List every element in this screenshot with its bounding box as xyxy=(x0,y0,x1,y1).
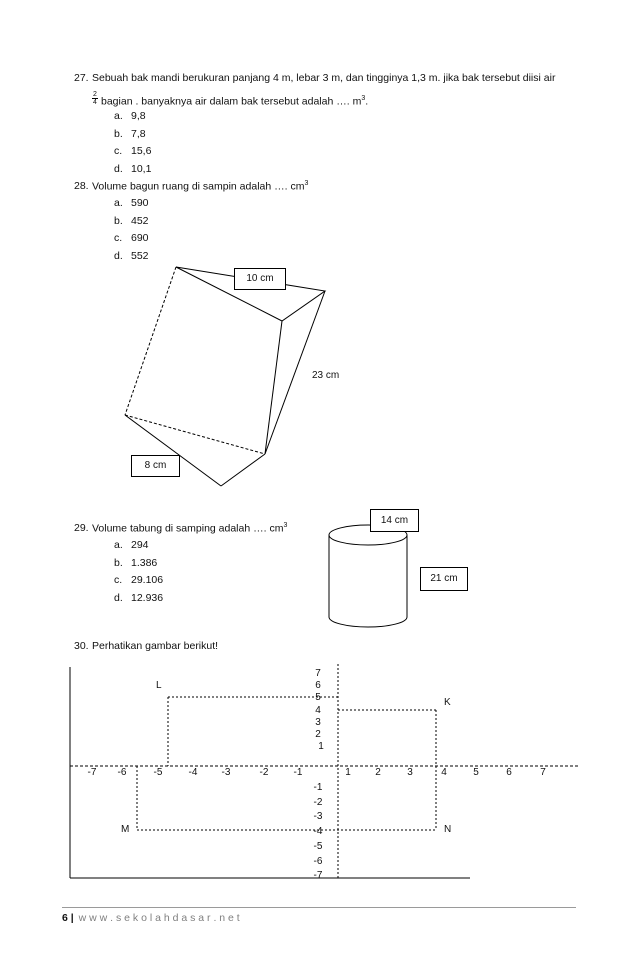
point-label-L: L xyxy=(156,680,162,691)
cylinder-label-height: 21 cm xyxy=(420,567,468,591)
footer-page-number: 6 xyxy=(62,912,68,924)
q30-text: Perhatikan gambar berikut! xyxy=(92,640,219,652)
y-tick-label: 4 xyxy=(315,704,321,716)
q28-option-text: 552 xyxy=(131,249,149,262)
prism-edge-bottom-front xyxy=(221,454,265,486)
y-tick-label: -5 xyxy=(313,840,323,852)
q28-option-letter: d. xyxy=(114,249,123,262)
q27-option-text: 9,8 xyxy=(131,110,146,122)
q27-option-text: 15,6 xyxy=(131,145,152,157)
footer-separator: | xyxy=(70,912,74,924)
q28-unit-exponent: 3 xyxy=(304,180,309,187)
point-label-K: K xyxy=(444,697,451,708)
q28-option-text: 590 xyxy=(131,197,149,209)
q27-option-letter: a. xyxy=(114,110,123,122)
q29-option-text: 294 xyxy=(131,539,149,551)
prism-label-top: 10 cm xyxy=(234,268,286,290)
q29-option-text: 29.106 xyxy=(131,574,164,586)
q28-option-letter: b. xyxy=(114,214,123,227)
x-tick-label: -6 xyxy=(117,767,127,778)
q27-option-text: 7,8 xyxy=(131,127,146,140)
footer-rule xyxy=(62,907,576,908)
q27-fraction-numerator: 2 xyxy=(93,91,97,98)
q28-option-text: 452 xyxy=(131,214,149,227)
x-tick-label: 4 xyxy=(441,767,447,778)
x-tick-label: -2 xyxy=(259,767,269,778)
cylinder-bottom-arc xyxy=(329,617,407,627)
q29-option-text: 1.386 xyxy=(131,556,158,569)
q29-option-letter: d. xyxy=(114,591,123,604)
y-tick-label: -7 xyxy=(313,870,323,882)
q29-text xyxy=(92,522,287,535)
y-tick-label: 3 xyxy=(315,716,321,728)
prism-edge-mid xyxy=(265,321,282,454)
q27-text-line2-main: bagian . banyaknya air dalam bak tersebut adalah …. m xyxy=(101,95,362,108)
y-tick-label: 1 xyxy=(318,741,324,753)
y-tick-label: 7 xyxy=(315,668,321,679)
y-tick-label: 6 xyxy=(315,680,321,692)
q27-fraction-denominator: 4 xyxy=(93,99,97,106)
point-label-N: N xyxy=(444,824,452,835)
x-tick-label: 7 xyxy=(540,767,546,778)
prism-hidden-edge-bottom xyxy=(125,415,265,454)
point-label-M: M xyxy=(121,824,130,835)
q27-unit-exponent: 3 xyxy=(361,95,366,102)
y-tick-label: -2 xyxy=(313,796,323,808)
x-tick-label: -4 xyxy=(188,767,198,778)
q28-option-letter: a. xyxy=(114,197,123,209)
q29-option-letter: c. xyxy=(114,574,123,586)
x-tick-label: -3 xyxy=(221,767,231,778)
y-tick-label: -1 xyxy=(313,782,323,793)
x-tick-label: 1 xyxy=(345,767,351,778)
cylinder-label-diameter: 14 cm xyxy=(370,509,419,532)
q29-option-text: 12.936 xyxy=(131,591,164,604)
q27-option-letter: b. xyxy=(114,127,123,140)
q30-number: 30. xyxy=(74,640,89,652)
footer xyxy=(62,912,240,925)
q27-text-line2-end: . xyxy=(365,95,369,108)
x-tick-label: 6 xyxy=(506,767,512,778)
y-tick-label: 2 xyxy=(315,729,321,740)
q28-text-main: Volume bagun ruang di sampin adalah …. cm xyxy=(92,180,305,193)
footer-website: w w w . s e k o l a h d a s a r . n e t xyxy=(78,912,240,924)
x-tick-label: -5 xyxy=(153,767,163,778)
y-tick-label: -4 xyxy=(313,826,323,838)
y-tick-label: -6 xyxy=(313,855,323,867)
y-tick-label: -3 xyxy=(313,811,323,823)
x-tick-label: 5 xyxy=(473,767,479,778)
q27-text-line1: Sebuah bak mandi berukuran panjang 4 m, lebar 3 m, dan tingginya 1,3 m. jika bak tersebut diisi air xyxy=(92,72,556,84)
q29-option-letter: a. xyxy=(114,539,123,551)
x-tick-label: -1 xyxy=(293,767,303,778)
q27-option-text: 10,1 xyxy=(131,162,152,175)
x-tick-label: 3 xyxy=(407,767,413,778)
q27-number: 27. xyxy=(74,72,89,84)
prism-label-bottom: 8 cm xyxy=(131,455,180,477)
q27-option-letter: c. xyxy=(114,145,123,157)
q29-text-main: Volume tabung di samping adalah …. cm xyxy=(92,522,284,535)
y-tick-label: 5 xyxy=(315,692,321,704)
q29-option-letter: b. xyxy=(114,556,123,569)
q28-option-text: 690 xyxy=(131,232,149,244)
q28-option-letter: c. xyxy=(114,232,123,244)
q29-number: 29. xyxy=(74,522,89,534)
x-tick-label: 2 xyxy=(375,767,381,778)
prism-label-side: 23 cm xyxy=(312,370,340,381)
q28-number: 28. xyxy=(74,180,89,192)
q29-unit-exponent: 3 xyxy=(283,522,288,529)
x-tick-label: -7 xyxy=(87,767,97,778)
q27-option-letter: d. xyxy=(114,162,123,175)
prism-hidden-edge-left xyxy=(125,267,176,415)
